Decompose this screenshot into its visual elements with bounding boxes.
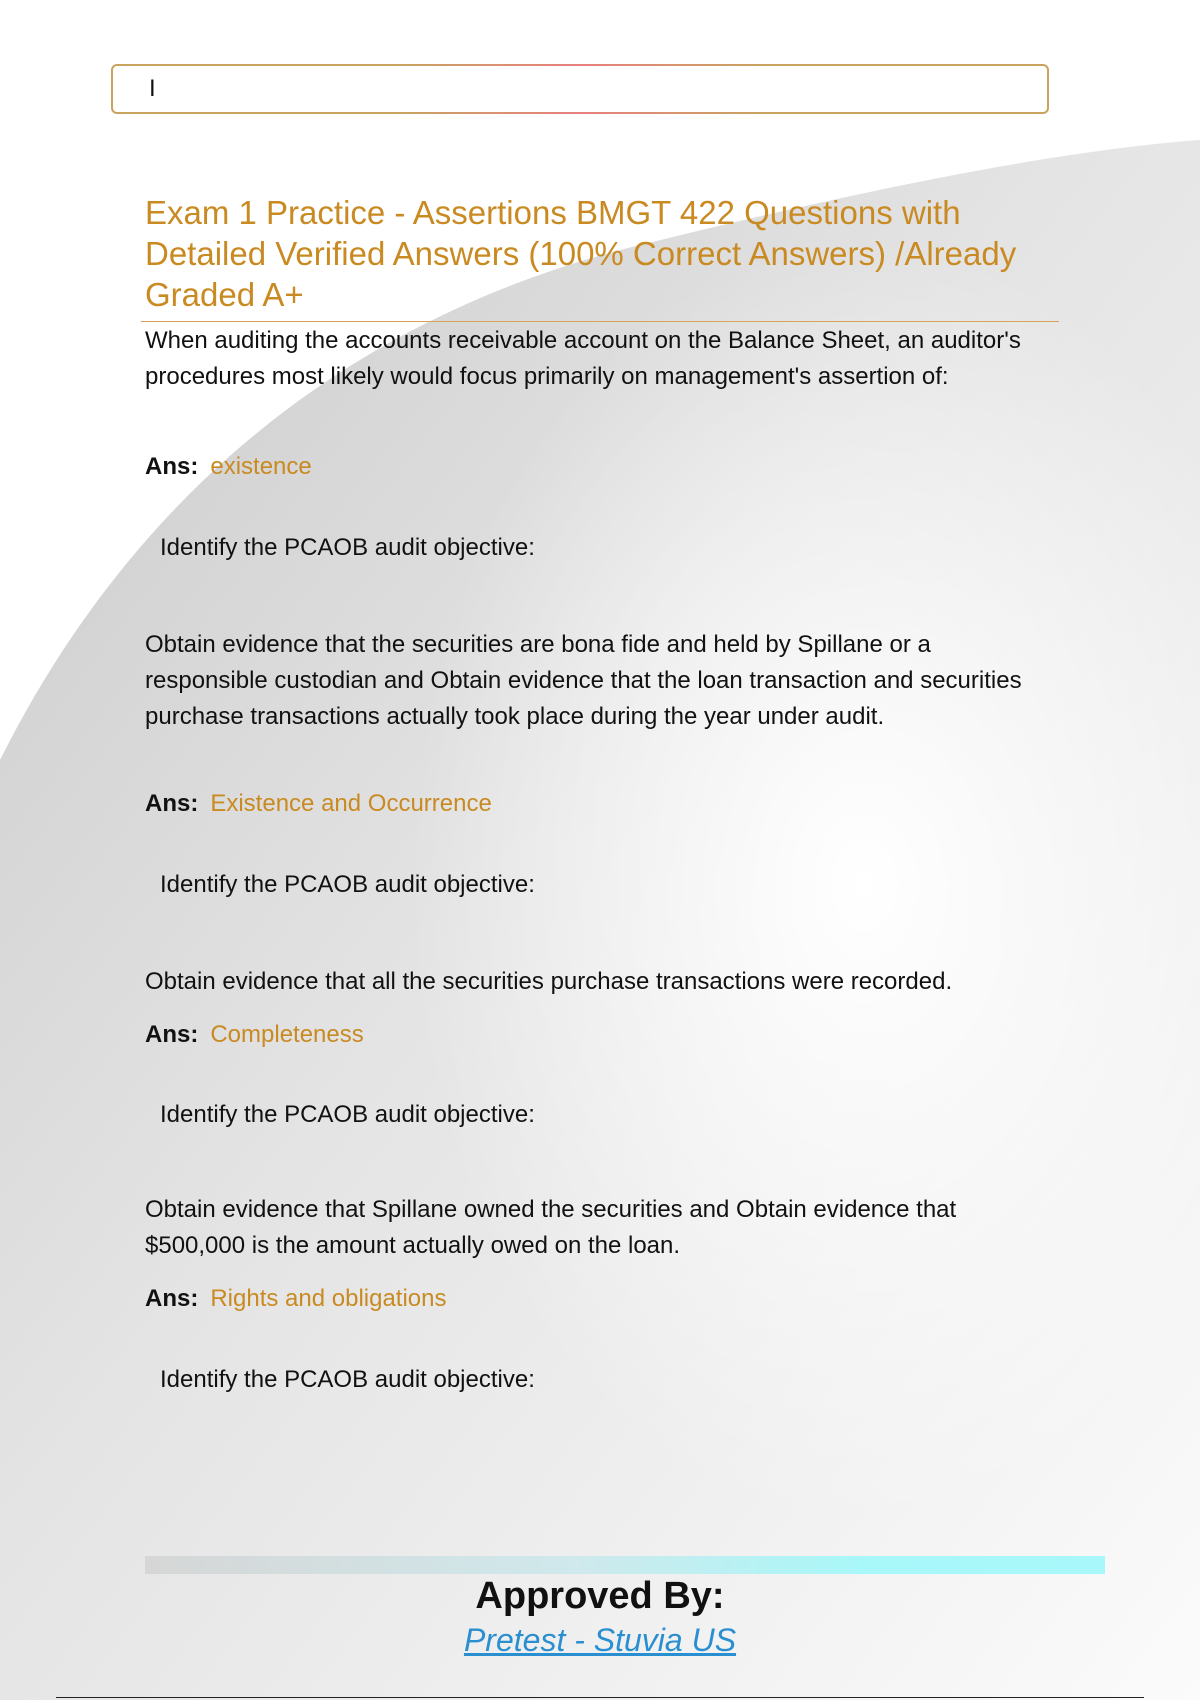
answer-label: Ans: [145,1285,199,1312]
question-prompt: Identify the PCAOB audit objective: [160,1101,535,1128]
answer-row [145,449,312,485]
answer-value: Completeness [210,1021,364,1048]
question-text: When auditing the accounts receivable account on the Balance Sheet, an auditor's procedures most likely would focus primarily on management's assertion of: [145,327,1021,390]
answer-row [145,1281,447,1317]
bottom-divider [56,1697,1144,1698]
question-prompt: Identify the PCAOB audit objective: [160,1366,535,1393]
answer-row [145,786,492,822]
approved-by-label: Approved By: [475,1575,725,1617]
approver-link[interactable]: Pretest - Stuvia US [463,1622,737,1658]
answer-value: Existence and Occurrence [210,790,492,817]
title-divider [141,321,1059,322]
answer-row [145,1017,364,1053]
question-text: Obtain evidence that all the securities purchase transactions were recorded. [145,968,953,995]
answer-label: Ans: [145,790,199,817]
answer-value: existence [210,453,312,480]
header-box [111,64,1049,114]
answer-value: Rights and obligations [210,1285,447,1312]
document-title: Exam 1 Practice - Assertions BMGT 422 Questions with Detailed Verified Answers (100% Correct Answers) /Already Graded A+ [145,194,1017,313]
footer-bar [145,1556,1105,1574]
answer-label: Ans: [145,453,199,480]
answer-label: Ans: [145,1021,199,1048]
question-prompt: Identify the PCAOB audit objective: [160,871,535,898]
question-text: Obtain evidence that the securities are bona fide and held by Spillane or a responsible custodian and Obtain evidence that the loan transaction and securities purchase transactions actually took place during the year under audit. [145,631,1022,730]
question-text: Obtain evidence that Spillane owned the securities and Obtain evidence that $500,000 is the amount actually owed on the loan. [145,1196,957,1259]
header-text: I [149,75,156,102]
question-prompt: Identify the PCAOB audit objective: [160,534,535,561]
